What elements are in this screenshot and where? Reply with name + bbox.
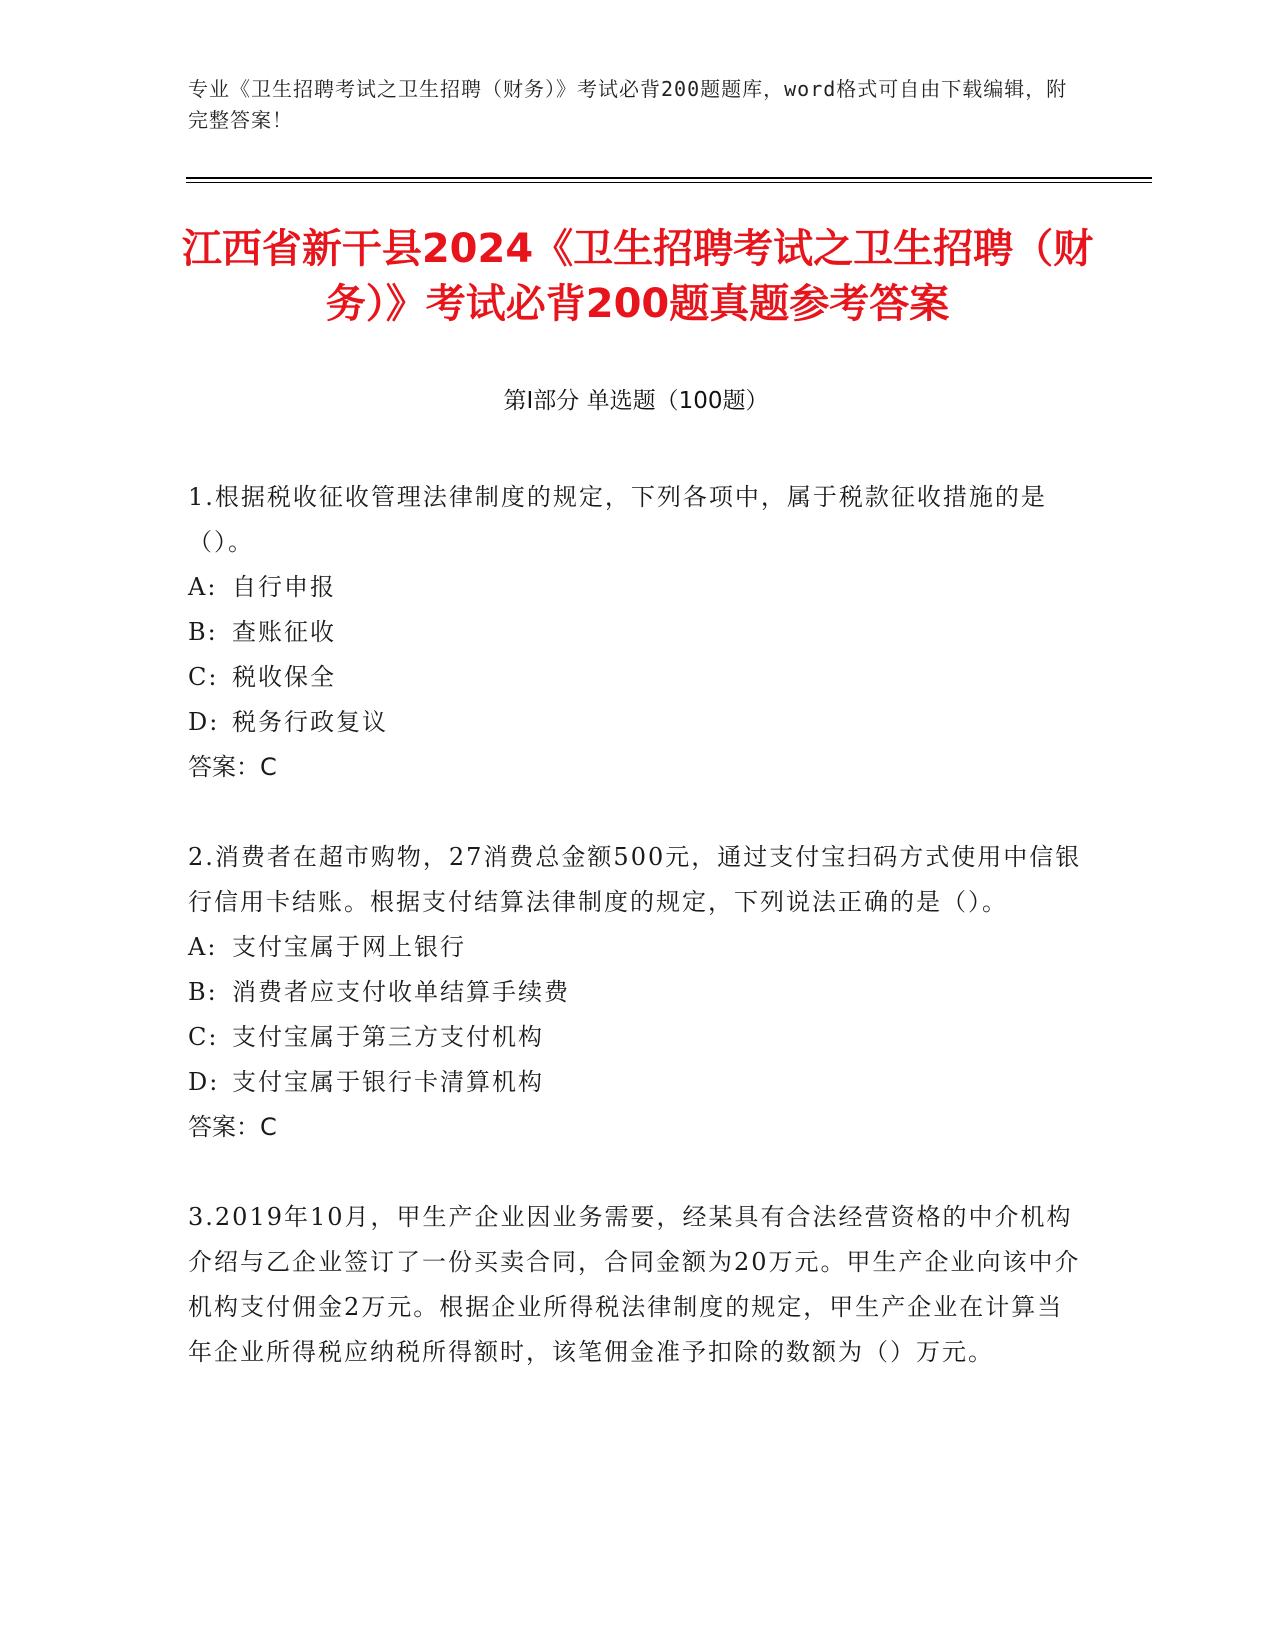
option-text: 消费者应支付收单结算手续费 <box>232 978 570 1006</box>
option-a <box>188 925 1088 970</box>
option-key: C: <box>188 663 219 691</box>
option-text: 支付宝属于网上银行 <box>232 933 466 961</box>
option-text: 自行申报 <box>232 573 336 601</box>
option-d <box>188 1060 1088 1105</box>
section-title: 第Ⅰ部分 单选题（100题） <box>503 388 769 414</box>
answer: 答案：C <box>188 1113 277 1141</box>
header-note: 专业《卫生招聘考试之卫生招聘（财务）》考试必背200题题库，word格式可自由下载编辑，附完整答案！ <box>188 77 1068 132</box>
header-divider-thick <box>186 177 1152 179</box>
option-c <box>188 655 1088 700</box>
question-list <box>188 475 1088 1420</box>
option-b <box>188 970 1088 1015</box>
question-text: 1.根据税收征收管理法律制度的规定，下列各项中，属于税款征收措施的是（）。 <box>188 483 1047 556</box>
option-text: 支付宝属于第三方支付机构 <box>232 1023 544 1051</box>
option-key: A: <box>188 933 218 961</box>
header-divider-thin <box>186 182 1152 183</box>
option-text: 税收保全 <box>232 663 336 691</box>
document-title: 江西省新干县2024《卫生招聘考试之卫生招聘（财务）》考试必背200题真题参考答案 <box>181 226 1094 327</box>
option-key: C: <box>188 1023 219 1051</box>
question-2 <box>188 835 1088 1150</box>
question-1 <box>188 475 1088 790</box>
option-key: B: <box>188 618 218 646</box>
option-c <box>188 1015 1088 1060</box>
option-a <box>188 565 1088 610</box>
option-text: 支付宝属于银行卡清算机构 <box>232 1068 544 1096</box>
answer: 答案：C <box>188 753 277 781</box>
option-b <box>188 610 1088 655</box>
option-key: B: <box>188 978 218 1006</box>
option-text: 税务行政复议 <box>232 708 388 736</box>
question-3 <box>188 1195 1088 1375</box>
option-key: D: <box>188 708 220 736</box>
option-text: 查账征收 <box>232 618 336 646</box>
question-text: 3.2019年10月，甲生产企业因业务需要，经某具有合法经营资格的中介机构介绍与乙企业签订了一份买卖合同，合同金额为20万元。甲生产企业向该中介机构支付佣金2万元。根据企业所得税法律制度的规定，甲生产企业在计算当年企业所得税应纳税所得额时，该笔佣金准予扣除的数额为（）万元。 <box>188 1203 1081 1366</box>
option-key: D: <box>188 1068 220 1096</box>
question-text: 2.消费者在超市购物，27消费总金额500元，通过支付宝扫码方式使用中信银行信用卡结账。根据支付结算法律制度的规定，下列说法正确的是（）。 <box>188 843 1082 916</box>
option-key: A: <box>188 573 218 601</box>
option-d <box>188 700 1088 745</box>
